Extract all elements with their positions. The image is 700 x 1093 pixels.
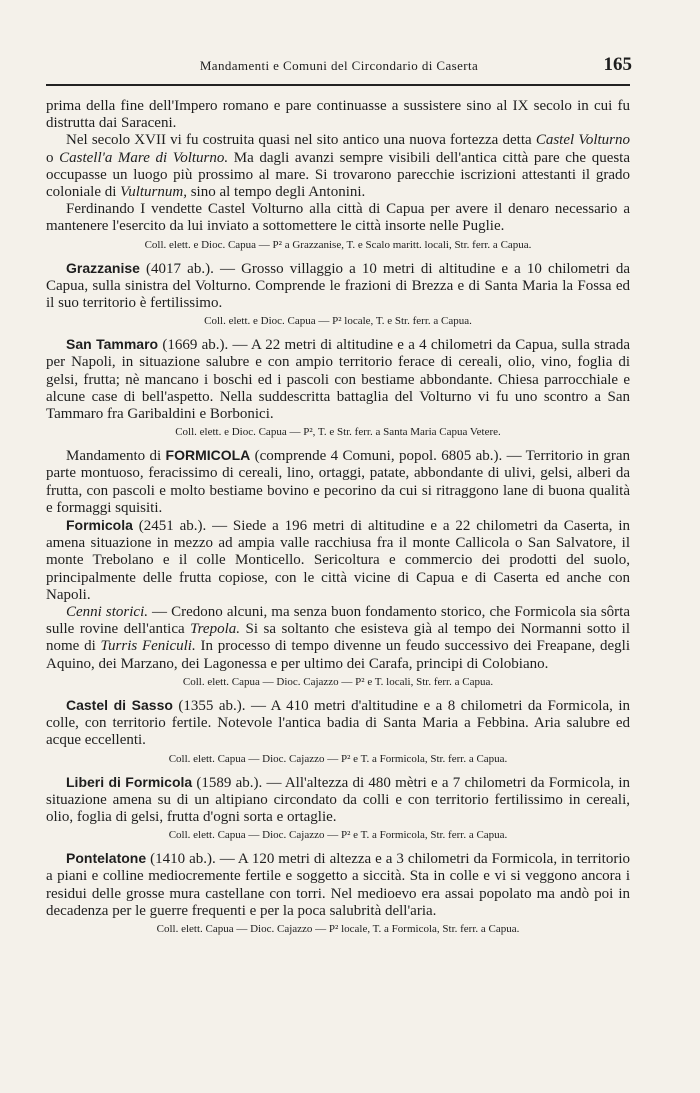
paragraph: Ferdinando I vendette Castel Volturno alla città di Capua per avere il denaro necessario a mantenere l'esercito da lui inviato a sottomettere le città insorte nelle Puglie. (46, 201, 630, 235)
header-title: Mandamenti e Comuni del Circondario di Caserta (199, 58, 479, 73)
reference-note: Coll. elett. Capua — Dioc. Cajazzo — P² e T. a Formicola, Str. ferr. a Capua. (168, 829, 508, 842)
entry-text: — All'altezza di 480 mètri e a 7 chilometri da Formicola, in situazione amena su di un altipiano circondato da colli e con territorio fertilissimo in cereali, olio, foglia di gelsi, frutta d'ogni sorta e ortaglie. (46, 774, 630, 825)
reference-note: Coll. elett. e Dioc. Capua — P², T. e Str. ferr. a Santa Maria Capua Vetere. (175, 426, 501, 439)
italic-run: Turris Feniculi. (100, 638, 196, 655)
italic-run: Castell'a Mare di Volturno. (59, 149, 229, 166)
italic-run: Castel Volturno (535, 132, 631, 149)
reference-note: Coll. elett. e Dioc. Capua — P² locale, T. e Str. ferr. a Capua. (204, 315, 472, 328)
historical-notes (46, 604, 630, 673)
text-run: Ma dagli avanzi sempre visibili dell'antica città pare che questa occupasse un luogo più prossimo al mare. Si trovarono parecchie iscrizioni attestanti il grado coloniale di (46, 149, 631, 201)
entry-name: Formicola (66, 517, 133, 534)
entry-text: — A 120 metri di altezza e a 3 chilometri da Formicola, in territorio a piani e colline mediocremente fertile e soggetto a siccità. Sta in colle e vi si veggono ancora i residui delle grosse mura castellane con torri. Nel medioevo era assai popolato ma andò poi in decadenza per le guerre frequenti e per la poca salubrità dell'aria. (46, 851, 630, 919)
italic-run: Vulturnum, (120, 184, 187, 201)
text-run: Si sa soltanto che esisteva già al tempo dei Normanni sotto il nome di (46, 621, 630, 655)
entry-text: — Grosso villaggio a 10 metri di altitudine e a 10 chilometri da Capua, sulla sinistra del Volturno. Comprende le frazioni di Brezza e di Santa Maria la Fossa ed il suo territorio è fertilissimo. (46, 260, 630, 312)
reference-note: Coll. elett. Capua — Dioc. Cajazzo — P² locale, T. a Formicola, Str. ferr. a Capua. (156, 922, 520, 935)
italic-run: Cenni storici. (66, 604, 148, 621)
entry-name: Castel di Sasso (66, 696, 173, 713)
entry-text: (comprende 4 Comuni, popol. 6805 ab.). — Territorio in gran parte montuoso, feracissimo di cereali, lino, ortaggi, patate, abbondante di ulivi, gelsi, alberi da frutta, con pascoli e molto bestiame bovino e pecorino da cui si ritraggono lane di buona qualità e formaggi squisiti. (46, 448, 630, 516)
entry-grazzanise (46, 260, 630, 313)
mandamento-formicola (46, 447, 630, 517)
mandamento-label: Mandamento di (66, 448, 162, 465)
entry-text: — A 22 metri di altitudine e a 4 chilometri da Capua, sulla strada per Napoli, in situazione salubre e con ampio territorio ferace di cereali, olio, vino, foglia di gelsi, frutta; nè mancano i boschi ed i pascoli con bestiame abbondante. Chiesa parrocchiale e alcune case di bell'aspetto. Nella suddescritta battaglia del Volturno vi fu uno scontro a San Tammaro fra Garibaldini e Borbonici. (46, 337, 630, 423)
population-count: (4017 ab.). (139, 260, 214, 277)
italic-run: Trepola. (190, 621, 241, 638)
running-header (46, 54, 632, 78)
entry-name: San Tammaro (66, 336, 159, 353)
entry-castel-di-sasso (46, 697, 630, 750)
entry-name: Pontelatone (66, 850, 147, 867)
entry-san-tammaro (46, 336, 630, 423)
entry-liberi-di-formicola (46, 774, 630, 827)
reference-note: Coll. elett. Capua — Dioc. Cajazzo — P² e T. locali, Str. ferr. a Capua. (182, 675, 494, 688)
mandamento-name: FORMICOLA (165, 447, 251, 464)
population-count: (2451 ab.). (132, 518, 207, 535)
text-run: Nel secolo XVII vi fu costruita quasi nel sito antico una nuova fortezza detta (66, 132, 536, 149)
paragraph (46, 132, 630, 201)
entry-formicola (46, 517, 630, 604)
population-count: (1355 ab.). (172, 697, 246, 714)
reference-note: Coll. elett. e Dioc. Capua — P² a Grazzanise, T. e Scalo maritt. locali, Str. ferr. a Capua. (144, 238, 532, 251)
entry-name: Grazzanise (66, 259, 140, 276)
entry-pontelatone (46, 850, 630, 920)
entry-text: — A 410 metri d'altitudine e a 8 chilometri da Formicola, in colle, con territorio fertile. Notevole l'antica badia di Santa Maria a Febbina. Aria salubre ed acque eccellenti. (46, 697, 630, 749)
population-count: (1669 ab.). (158, 337, 229, 354)
text-run: In processo di tempo divenne un feudo successivo dei Freapane, degli Aquino, dei Marzano, dei Lagonessa e per ultimo dei Carafa, principi di Colobiano. (46, 638, 630, 672)
reference-note: Coll. elett. Capua — Dioc. Cajazzo — P² e T. a Formicola, Str. ferr. a Capua. (168, 752, 508, 765)
text-run: o (46, 149, 60, 166)
page-number: 165 (603, 54, 632, 75)
header-rule (46, 84, 630, 86)
paragraph: prima della fine dell'Impero romano e pare continuasse a sussistere sino al IX secolo in cui fu distrutta dai Saraceni. (46, 98, 630, 132)
text-run: sino al tempo degli Antonini. (186, 184, 366, 201)
text-run: — Credono alcuni, ma senza buon fondamento storico, che Formicola sia sôrta sulle rovine dell'antica (46, 604, 630, 638)
entry-name: Liberi di Formicola (66, 773, 193, 790)
entry-text: — Siede a 196 metri di altitudine e a 22 chilometri da Caserta, in amena situazione in mezzo ad ampia valle racchiusa fra il monte Callicola o San Salvatore, il monte Trebolano e il colle Monticello. Sericoltura e commercio dei prodotti del suolo, principalmente delle frutta copiose, con le città vicine di Capua e di Caserta ed anche con Napoli. (46, 518, 630, 603)
body-text (46, 98, 630, 936)
population-count: (1410 ab.). (146, 851, 216, 868)
population-count: (1589 ab.). (192, 774, 263, 791)
